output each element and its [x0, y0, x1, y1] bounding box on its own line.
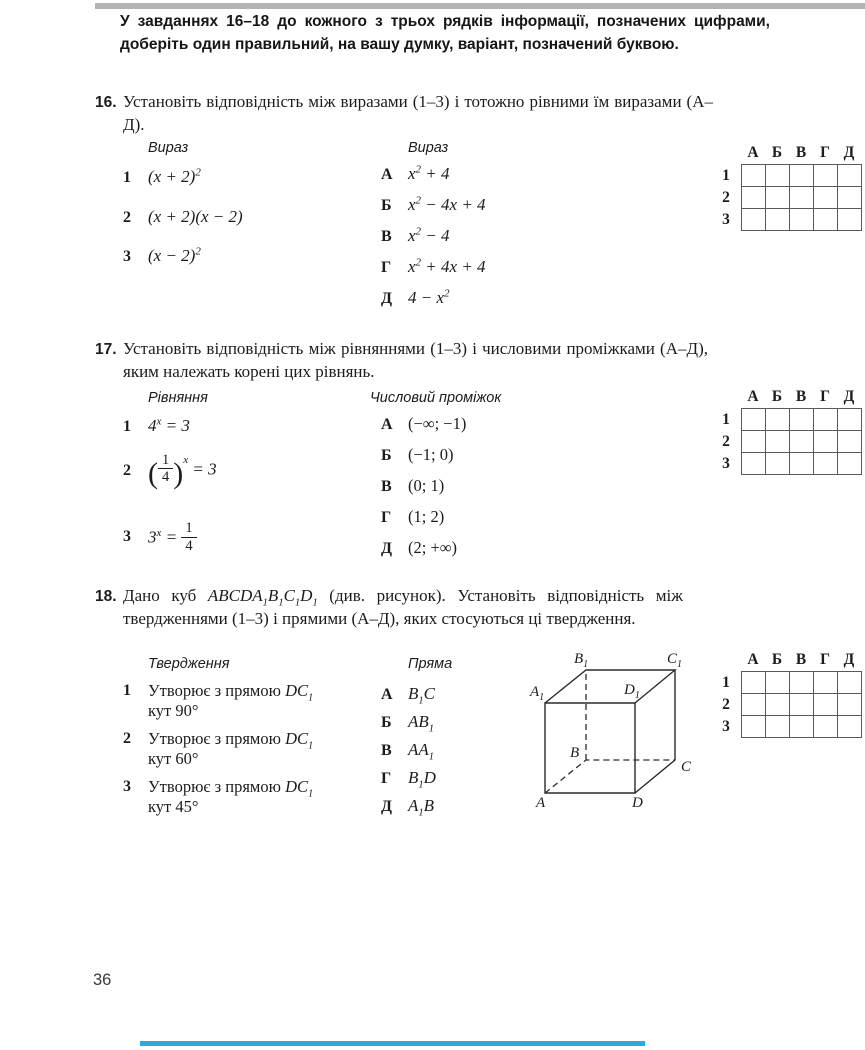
answer-cell	[838, 165, 862, 187]
answer-grid-q16	[715, 144, 865, 231]
answer-cell	[814, 409, 838, 431]
answer-cell	[838, 409, 862, 431]
cube-label-a: A	[536, 795, 546, 811]
answer-cell	[814, 165, 838, 187]
cube-label-a1: $A_1$	[530, 684, 545, 703]
answer-cell	[790, 165, 814, 187]
answer-cell	[790, 453, 814, 475]
footer-accent-bar	[140, 1041, 645, 1046]
question-16-number: 16.	[95, 94, 117, 111]
answer-cell	[838, 672, 862, 694]
answer-cell	[814, 209, 838, 231]
answer-cell	[742, 431, 766, 453]
q18-item-1: 1 Утворює з прямою $DC_1$ кут 90°	[123, 681, 314, 720]
cube-label-b: B	[570, 745, 580, 761]
question-16-text: Установіть відповідність між виразами (1–3) і тотожно рівними їм виразами (А–Д).	[123, 92, 713, 134]
q16-option-d: Д $4 - x^2$	[381, 287, 450, 307]
q16-item-2: 2 (x + 2)(x − 2)	[123, 207, 243, 226]
q16-left-header: Вираз	[148, 140, 189, 156]
q18-item-3: 3 Утворює з прямою $DC_1$ кут 45°	[123, 777, 314, 816]
cube-label-d: D	[632, 795, 643, 811]
answer-grid-letters: А Б В Г Д	[747, 388, 855, 405]
answer-cell	[838, 453, 862, 475]
answer-grid-q17	[715, 388, 865, 475]
q17-left-header: Рівняння	[148, 390, 208, 406]
answer-cell	[766, 209, 790, 231]
answer-cell	[742, 409, 766, 431]
answer-cell	[790, 694, 814, 716]
answer-cell	[814, 187, 838, 209]
cube-label-c: C	[681, 759, 692, 775]
q18-right-header: Пряма	[408, 656, 453, 672]
answer-cell	[814, 694, 838, 716]
answer-grid-table: 1 2 3	[715, 164, 862, 231]
q18-item-2: 2 Утворює з прямою $DC_1$ кут 60°	[123, 729, 314, 768]
question-17-number: 17.	[95, 341, 117, 358]
answer-cell	[790, 672, 814, 694]
q17-right-header: Числовий проміжок	[370, 390, 502, 406]
answer-cell	[790, 409, 814, 431]
answer-grid-table: 1 2 3	[715, 671, 862, 738]
answer-grid-letters: А Б В Г Д	[747, 144, 855, 161]
answer-cell	[790, 187, 814, 209]
cube-label-c1: $C_1$	[667, 651, 683, 670]
q16-option-b: Б $x^2 - 4x + 4$	[381, 194, 486, 214]
q16-option-g: Г $x^2 + 4x + 4$	[381, 256, 486, 276]
q17-item-1: 1 $4^x = 3$	[123, 415, 190, 435]
answer-cell	[790, 209, 814, 231]
question-18-text-post: (див. рисунок). Установіть відповідність між твердженнями (1–3) і прямими (А–Д), яких стосуються ці твердження.	[123, 586, 683, 628]
answer-grid-q18	[715, 651, 865, 738]
answer-cell	[838, 187, 862, 209]
question-18-statement	[95, 584, 683, 630]
answer-cell	[742, 694, 766, 716]
q18-option-b: Б $AB_1$	[381, 712, 435, 735]
q17-option-b: Б (−1; 0)	[381, 445, 454, 464]
top-divider-bar	[95, 3, 865, 9]
answer-cell	[742, 453, 766, 475]
q17-option-d: Д (2; +∞)	[381, 538, 458, 557]
cube-figure	[528, 648, 713, 818]
cube-label-d1: $D_1$	[624, 682, 640, 701]
q18-option-d: Д $A_1B$	[381, 796, 435, 819]
answer-cell	[742, 672, 766, 694]
answer-cell	[742, 187, 766, 209]
q16-right-header: Вираз	[408, 140, 449, 156]
answer-cell	[766, 165, 790, 187]
q17-option-a: А (−∞; −1)	[381, 414, 467, 433]
q17-item-2: 2 ( $\frac{1}{4}$ )$^x$ = 3	[123, 451, 217, 490]
cube-drawing	[528, 648, 713, 818]
answer-cell	[814, 716, 838, 738]
answer-cell	[838, 716, 862, 738]
q18-option-v: В $AA_1$	[381, 740, 435, 763]
answer-cell	[766, 187, 790, 209]
answer-cell	[814, 672, 838, 694]
q18-left-header: Твердження	[148, 656, 230, 672]
question-17-text: Установіть відповідність між рівняннями (1–3) і числовими проміжками (А–Д), яким належать корені цих рівнянь.	[123, 339, 708, 381]
answer-cell	[742, 209, 766, 231]
q16-item-3: 3 $(x - 2)^2$	[123, 245, 201, 265]
answer-cell	[790, 716, 814, 738]
answer-grid-letters: А Б В Г Д	[747, 651, 855, 668]
q16-option-v: В $x^2 - 4$	[381, 225, 450, 245]
cube-name: $ABCDA_1B_1C_1D_1$	[207, 586, 318, 609]
q16-item-1: 1 $(x + 2)^2$	[123, 166, 201, 186]
answer-cell	[766, 409, 790, 431]
answer-cell	[814, 431, 838, 453]
q18-option-a: А $B_1C$	[381, 684, 435, 707]
answer-cell	[742, 165, 766, 187]
answer-cell	[766, 431, 790, 453]
q18-option-g: Г $B_1D$	[381, 768, 436, 791]
q17-option-g: Г (1; 2)	[381, 507, 445, 526]
answer-cell	[766, 453, 790, 475]
q16-option-a: А $x^2 + 4$	[381, 163, 450, 183]
answer-cell	[766, 694, 790, 716]
q17-option-v: В (0; 1)	[381, 476, 445, 495]
question-16-statement	[95, 90, 713, 136]
answer-cell	[838, 431, 862, 453]
question-17-statement	[95, 337, 708, 383]
answer-cell	[790, 431, 814, 453]
cube-label-b1: $B_1$	[574, 651, 589, 670]
question-18-text-pre: Дано куб	[123, 586, 208, 605]
answer-cell	[766, 672, 790, 694]
answer-cell	[838, 209, 862, 231]
question-18-number: 18.	[95, 588, 117, 605]
answer-grid-table: 1 2 3	[715, 408, 862, 475]
q17-item-3: 3 $3^x$ = $\frac{1}{4}$	[123, 516, 197, 558]
answer-cell	[742, 716, 766, 738]
instruction-box: У завданнях 16–18 до кожного з трьох рядків інформації, позначених цифрами, доберіть один правильний, на вашу думку, варіант, позначений буквою.	[120, 13, 770, 53]
answer-cell	[814, 453, 838, 475]
answer-cell	[766, 716, 790, 738]
answer-cell	[838, 694, 862, 716]
page-number: 36	[93, 971, 112, 989]
